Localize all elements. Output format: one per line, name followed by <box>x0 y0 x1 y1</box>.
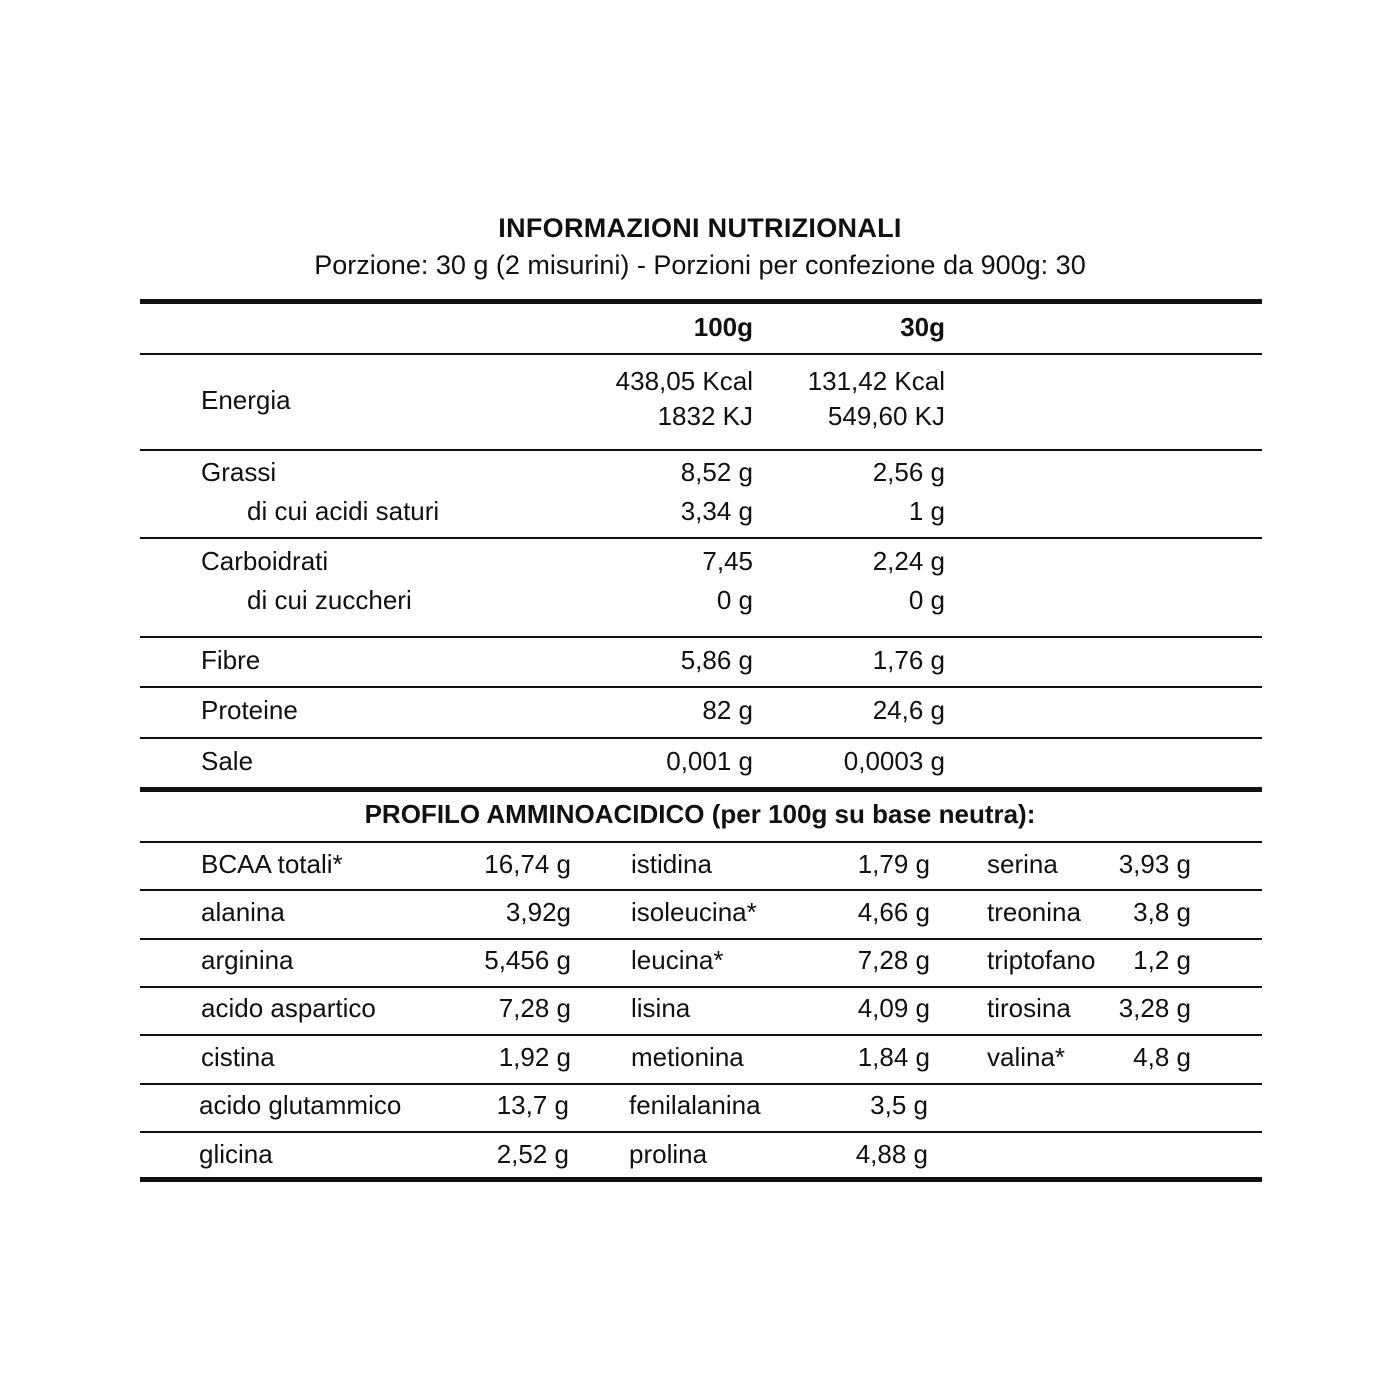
saturi-100g: 3,34 g <box>680 496 753 526</box>
amino-name: glicina <box>199 1139 273 1169</box>
amino-name: tirosina <box>987 993 1071 1023</box>
amino-value: 4,66 g <box>857 897 930 927</box>
divider <box>140 449 1262 451</box>
amino-value: 4,09 g <box>857 993 930 1023</box>
amino-value: 1,79 g <box>857 849 930 879</box>
amino-name: isoleucina* <box>631 897 757 927</box>
serving-info: Porzione: 30 g (2 misurini) - Porzioni per confezione da 900g: 30 <box>314 250 1086 280</box>
row-label-grassi: Grassi <box>201 457 277 487</box>
energia-kj-100g: 1832 KJ <box>657 401 753 431</box>
amino-value: 13,7 g <box>496 1090 569 1120</box>
divider <box>140 986 1262 988</box>
amino-value: 5,456 g <box>484 945 571 975</box>
row-label-sale: Sale <box>201 746 254 776</box>
amino-value: 3,28 g <box>1118 993 1191 1023</box>
divider <box>140 889 1262 891</box>
amino-name: cistina <box>201 1042 275 1072</box>
page-title: INFORMAZIONI NUTRIZIONALI <box>498 213 902 243</box>
divider <box>140 841 1262 843</box>
energia-kcal-100g: 438,05 Kcal <box>615 366 753 396</box>
divider <box>140 686 1262 688</box>
saturi-30g: 1 g <box>908 496 945 526</box>
zuccheri-30g: 0 g <box>908 585 945 615</box>
divider <box>140 1034 1262 1036</box>
amino-value: 4,8 g <box>1133 1042 1191 1072</box>
amino-name: fenilalanina <box>629 1090 761 1120</box>
amino-value: 1,2 g <box>1133 945 1191 975</box>
amino-name: leucina* <box>631 945 724 975</box>
divider <box>140 1083 1262 1085</box>
amino-value: 3,92g <box>505 897 571 927</box>
amino-name: istidina <box>631 849 712 879</box>
divider <box>140 737 1262 739</box>
energia-kj-30g: 549,60 KJ <box>827 401 945 431</box>
amino-name: serina <box>987 849 1058 879</box>
sale-30g: 0,0003 g <box>843 746 945 776</box>
amino-value: 4,88 g <box>855 1139 928 1169</box>
amino-name: metionina <box>631 1042 744 1072</box>
amino-value: 3,5 g <box>870 1090 928 1120</box>
carboidrati-100g: 7,45 <box>702 546 753 576</box>
amino-value: 3,8 g <box>1133 897 1191 927</box>
amino-name: treonina <box>987 897 1081 927</box>
divider <box>140 1131 1262 1133</box>
grassi-30g: 2,56 g <box>872 457 945 487</box>
amino-name: arginina <box>201 945 294 975</box>
column-header-30g: 30g <box>900 312 945 342</box>
amino-value: 16,74 g <box>484 849 571 879</box>
amino-value: 2,52 g <box>496 1139 569 1169</box>
amino-value: 7,28 g <box>498 993 571 1023</box>
row-label-saturi: di cui acidi saturi <box>247 496 440 526</box>
amino-name: prolina <box>629 1139 708 1169</box>
proteine-100g: 82 g <box>702 695 753 725</box>
amino-value: 3,93 g <box>1118 849 1191 879</box>
row-label-carboidrati: Carboidrati <box>201 546 329 576</box>
section-rule <box>140 787 1262 792</box>
fibre-100g: 5,86 g <box>680 645 753 675</box>
amino-value: 1,92 g <box>498 1042 571 1072</box>
amino-profile-title: PROFILO AMMINOACIDICO (per 100g su base neutra): <box>364 799 1036 829</box>
amino-value: 7,28 g <box>857 945 930 975</box>
amino-name: acido glutammico <box>199 1090 402 1120</box>
amino-name: lisina <box>631 993 691 1023</box>
grassi-100g: 8,52 g <box>680 457 753 487</box>
table-bottom-rule <box>140 1177 1262 1182</box>
divider <box>140 537 1262 539</box>
amino-name: BCAA totali* <box>201 849 343 879</box>
amino-value: 1,84 g <box>857 1042 930 1072</box>
divider <box>140 938 1262 940</box>
energia-kcal-30g: 131,42 Kcal <box>807 366 945 396</box>
amino-name: triptofano <box>987 945 1096 975</box>
table-top-rule <box>140 299 1262 304</box>
amino-name: acido aspartico <box>201 993 376 1023</box>
row-label-zuccheri: di cui zuccheri <box>247 585 412 615</box>
row-label-proteine: Proteine <box>201 695 298 725</box>
row-label-fibre: Fibre <box>201 645 261 675</box>
proteine-30g: 24,6 g <box>872 695 945 725</box>
zuccheri-100g: 0 g <box>716 585 753 615</box>
amino-name: alanina <box>201 897 285 927</box>
divider <box>140 353 1262 355</box>
divider <box>140 636 1262 638</box>
sale-100g: 0,001 g <box>666 746 753 776</box>
amino-name: valina* <box>987 1042 1066 1072</box>
carboidrati-30g: 2,24 g <box>872 546 945 576</box>
row-label-energia: Energia <box>201 385 291 415</box>
column-header-100g: 100g <box>693 312 753 342</box>
fibre-30g: 1,76 g <box>872 645 945 675</box>
